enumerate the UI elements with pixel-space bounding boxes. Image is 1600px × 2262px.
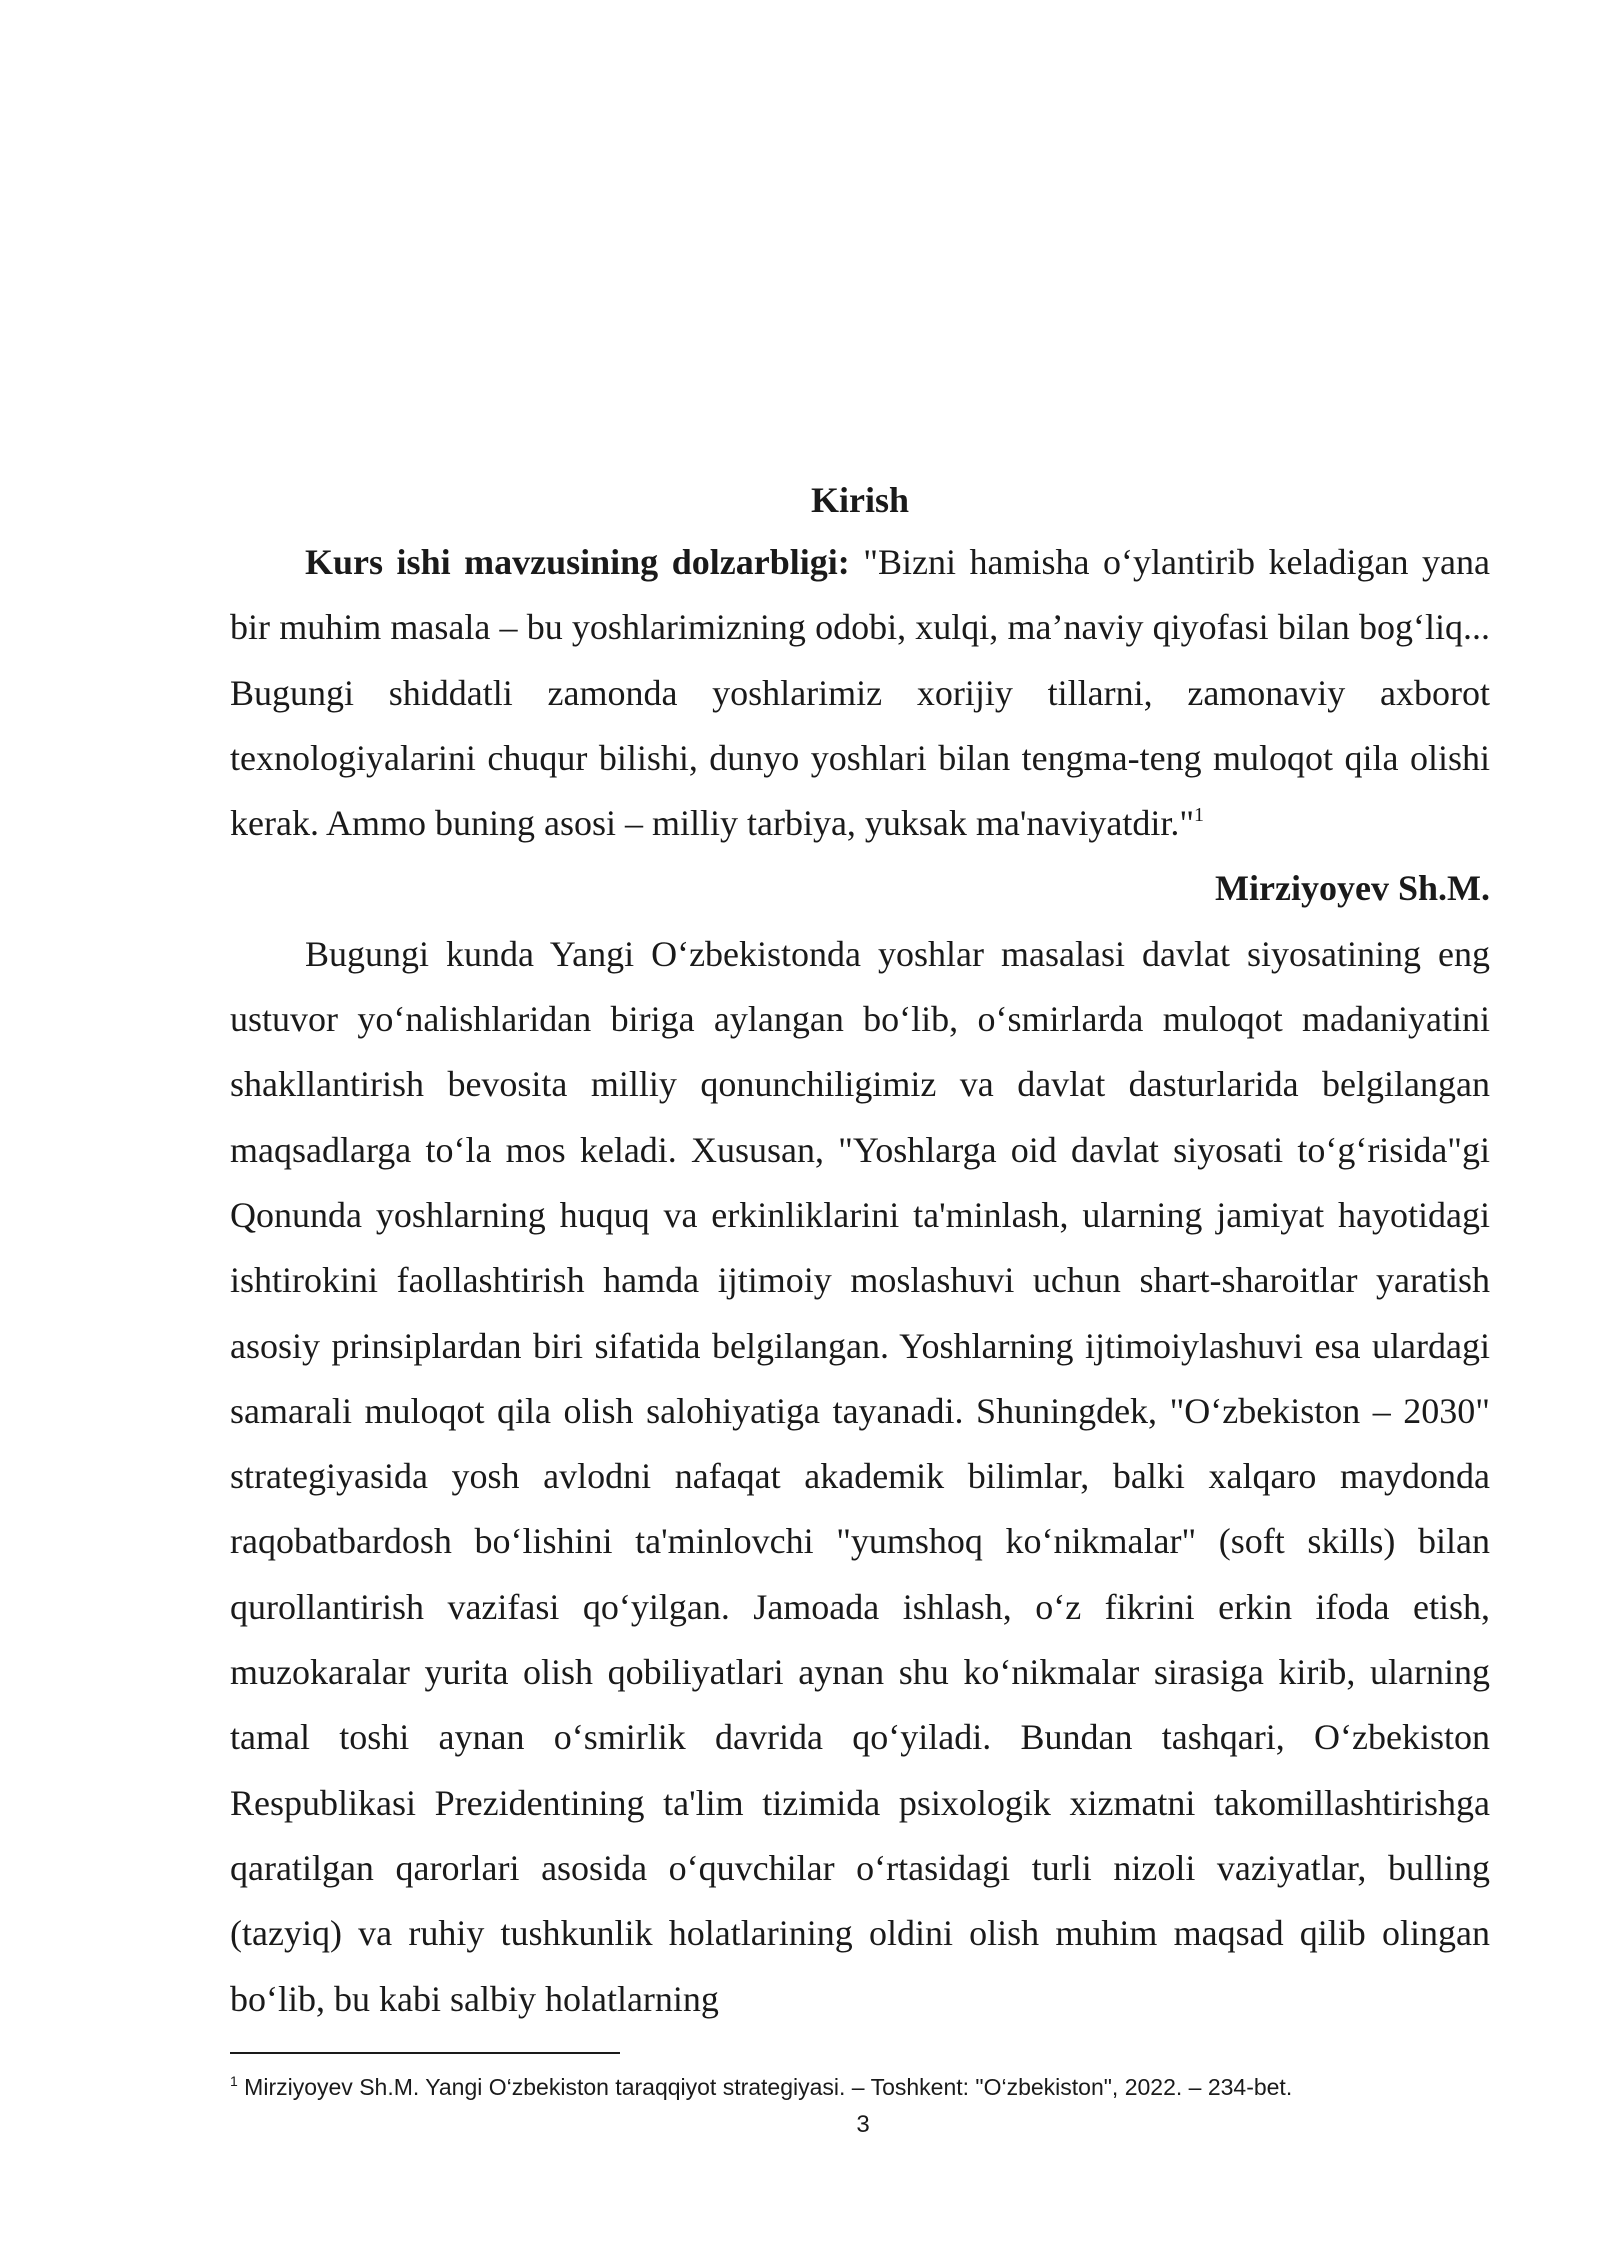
page-content [230,470,1490,2032]
footnote-reference[interactable]: 1 [1194,804,1205,827]
page-number: 3 [856,2111,870,2138]
page-title: Kirish [810,480,909,520]
footnote [230,2072,1500,2102]
footnote-separator [230,2052,620,2054]
footnote-marker: 1 [230,2073,238,2089]
epigraph-quote: "Bizni hamisha o‘ylantirib keladigan yana bir muhim masala – bu yoshlarimizning odobi, xulqi, ma’naviy qiyofasi bilan bog‘liq... Bugungi shiddatli zamonda yoshlarimiz xorijiy tillarni, zamonaviy axborot texnologiyalarini chuqur bilishi, dunyo yoshlari bilan tengma-teng muloqot qila olishi kerak. Ammo buning asosi – milliy tarbiya, yuksak ma'naviyatdir." [230,542,1490,844]
epigraph-lead: Kurs ishi mavzusining dolzarbligi: [305,542,850,582]
body-paragraph: Bugungi kunda Yangi O‘zbekistonda yoshlar masalasi davlat siyosatining eng ustuvor yo‘nalishlaridan biriga aylangan bo‘lib, o‘smirlarda muloqot madaniyatini shakllantirish bevosita milliy qonunchiligimiz va davlat dasturlarida belgilangan maqsadlarga to‘la mos keladi. Xususan, "Yoshlarga oid davlat siyosati to‘g‘risida"gi Qonunda yoshlarning huquq va erkinliklarini ta'minlash, ularning jamiyat hayotidagi ishtirokini faollashtirish hamda ijtimoiy moslashuvi uchun shart-sharoitlar yaratish asosiy prinsiplardan biri sifatida belgilangan. Yoshlarning ijtimoiylashuvi esa ulardagi samarali muloqot qila olish salohiyatiga tayanadi. Shuningdek, "O‘zbekiston – 2030" strategiyasida yosh avlodni nafaqat akademik bilimlar, balki xalqaro maydonda raqobatbardosh bo‘lishini ta'minlovchi "yumshoq ko‘nikmalar" (soft skills) bilan qurollantirish vazifasi qo‘yilgan. Jamoada ishlash, o‘z fikrini erkin ifoda etish, muzokaralar yurita olish qobiliyatlari aynan shu ko‘nikmalar sirasiga kirib, ularning tamal toshi aynan o‘smirlik davrida qo‘yiladi. Bundan tashqari, O‘zbekiston Respublikasi Prezidentining ta'lim tizimida psixologik xizmatni takomillashtirishga qaratilgan qarorlari asosida o‘quvchilar o‘rtasidagi turli nizoli vaziyatlar, bulling (tazyiq) va ruhiy tushkunlik holatlarining oldini olish muhim maqsad qilib olingan bo‘lib, bu kabi salbiy holatlarning [230,933,1490,2019]
epigraph-author: Mirziyoyev Sh.M. [1215,868,1490,909]
epigraph-paragraph [230,530,1490,856]
footnote-text: Mirziyoyev Sh.M. Yangi O‘zbekiston taraqqiyot strategiyasi. – Toshkent: "O‘zbekiston", 2022. – 234-bet. [237,2074,1293,2100]
